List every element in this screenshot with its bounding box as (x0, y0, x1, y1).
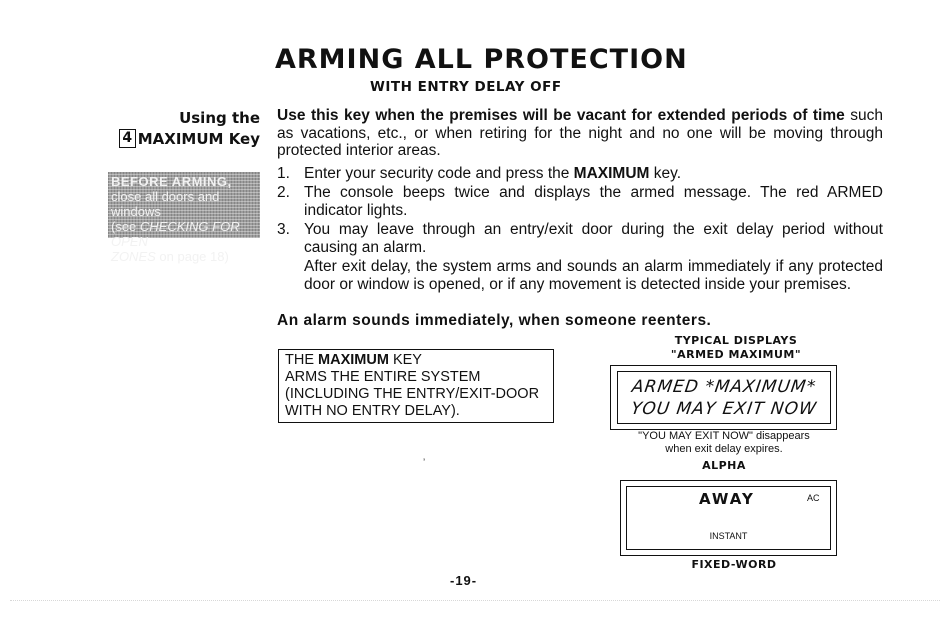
max-box-line3: (INCLUDING THE ENTRY/EXIT-DOOR (285, 386, 540, 402)
alpha-display-line2: YOU MAY EXIT NOW (629, 399, 819, 419)
side-heading-line1: Using the (179, 109, 260, 127)
page-title: ARMING ALL PROTECTION (275, 44, 688, 75)
step-text: You may leave through an entry/exit door during the exit delay period without causing an alarm. (304, 221, 883, 256)
step-text: The console beeps twice and displays the armed message. The red ARMED indicator lights. (304, 184, 883, 219)
key-number-badge: 4 (119, 129, 136, 148)
footer-divider (10, 600, 940, 601)
alpha-display-line1: ARMED *MAXIMUM* (630, 377, 818, 397)
before-arming-see: (see (111, 219, 140, 234)
max-box-line1 (285, 352, 547, 369)
page-subtitle: WITH ENTRY DELAY OFF (370, 79, 562, 95)
step-text-end: key. (649, 164, 682, 182)
typical-displays-caption (636, 334, 836, 362)
before-arming-ref: CHECKING FOR OPEN (111, 219, 240, 249)
before-arming-ref2: ZONES (111, 249, 156, 264)
main-body (277, 107, 883, 293)
fixed-word-label: FIXED-WORD (691, 558, 777, 571)
print-speck: ʼ (423, 458, 426, 469)
fixed-word-display (626, 486, 831, 550)
step-text: Enter your security code and press the (304, 164, 574, 182)
page-number: -19- (450, 573, 478, 588)
side-heading (100, 108, 260, 150)
before-arming-line4 (111, 249, 260, 264)
alarm-statement: An alarm sounds immediately, when someone reenters. (277, 312, 712, 329)
step-2 (277, 184, 883, 219)
typical-caption-line1: TYPICAL DISPLAYS (674, 334, 798, 347)
intro-bold: Use this key when the premises will be vacant for extended periods of time (277, 107, 845, 124)
typical-caption-line2: "ARMED MAXIMUM" (670, 348, 802, 361)
side-heading-key: MAXIMUM Key (137, 130, 260, 148)
away-indicator: AWAY (699, 490, 755, 508)
before-arming-line3 (111, 219, 260, 249)
exit-note (610, 430, 838, 456)
max-box-maximum: MAXIMUM (318, 352, 389, 368)
side-heading-line2 (100, 129, 260, 150)
ac-indicator: AC (807, 493, 820, 503)
step-3 (277, 221, 883, 256)
before-arming-page: on page 18) (155, 249, 229, 264)
step-1 (277, 165, 883, 183)
before-arming-line2: close all doors and windows (111, 189, 220, 219)
max-box-the: THE (285, 352, 319, 368)
step-bold: MAXIMUM (573, 164, 650, 182)
intro-rest: such as vacations, etc., or when retiring for the night and no one will be moving through protected interior areas. (277, 107, 883, 159)
before-arming-title: BEFORE ARMING, (111, 174, 232, 189)
steps-list (277, 165, 883, 257)
alpha-display (617, 371, 831, 424)
step-number: 2. (277, 184, 290, 201)
max-box-line2: ARMS THE ENTIRE SYSTEM (285, 369, 481, 385)
exit-note-line2: when exit delay expires. (665, 443, 783, 455)
max-box-key: KEY (388, 352, 422, 368)
after-exit-paragraph: After exit delay, the system arms and sounds an alarm immediately if any protected door or window is opened, or if any movement is detected inside your premises. (304, 258, 883, 293)
max-box-line4: WITH NO ENTRY DELAY). (285, 403, 460, 419)
step-number: 3. (277, 221, 290, 238)
instant-indicator: INSTANT (709, 531, 748, 541)
exit-note-line1: "YOU MAY EXIT NOW" disappears (638, 430, 810, 442)
step-number: 1. (277, 164, 290, 182)
alpha-label: ALPHA (702, 459, 746, 472)
maximum-key-box (278, 349, 554, 423)
intro-paragraph (277, 107, 883, 160)
before-arming-note (108, 172, 260, 264)
